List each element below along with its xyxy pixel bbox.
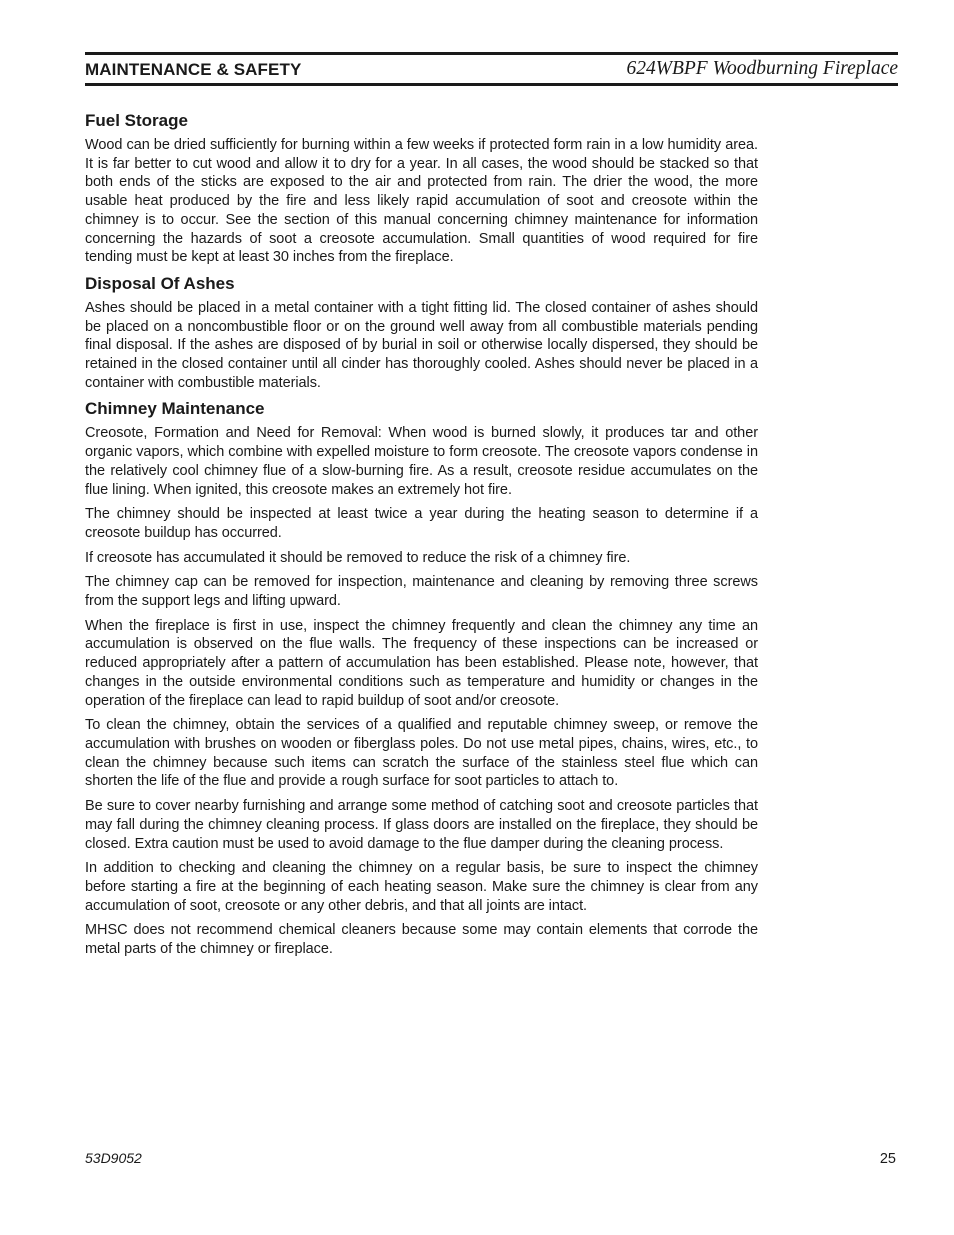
section-disposal-of-ashes [85, 273, 758, 393]
page-body [85, 110, 758, 965]
paragraph: When the fireplace is first in use, inspect the chimney frequently and clean the chimney any time an accumulation is observed on the flue walls. The frequency of these inspections can be increased or reduced appropriately after a pattern of accumulation has been established. Please note, however, that changes in the outside environmental conditions such as temperature and humidity or changes in the operation of the fireplace can lead to rapid buildup of soot and/or creosote. [85, 617, 758, 709]
page-header [85, 52, 898, 86]
paragraph: Ashes should be placed in a metal container with a tight fitting lid. The closed container of ashes should be placed on a noncombustible floor or on the ground well away from all combustible materials pending final disposal. If the ashes are disposed of by burial in soil or otherwise locally dispersed, they should be retained in the closed container until all cinder has thoroughly cooled. Ashes should never be placed in a container with combustible materials. [85, 299, 758, 391]
document-number: 53D9052 [85, 1150, 142, 1166]
section-heading: Chimney Maintenance [85, 399, 265, 419]
paragraph: MHSC does not recommend chemical cleaners because some may contain elements that corrode the metal parts of the chimney or fireplace. [85, 922, 758, 958]
page-number: 25 [879, 1151, 896, 1167]
section-fuel-storage [85, 110, 758, 267]
paragraph: The chimney cap can be removed for inspection, maintenance and cleaning by removing three screws from the support legs and lifting upward. [85, 574, 758, 610]
paragraph: The chimney should be inspected at least twice a year during the heating season to determine if a creosote buildup has occurred. [85, 506, 758, 541]
section-heading: Disposal Of Ashes [85, 273, 235, 293]
paragraph: If creosote has accumulated it should be removed to reduce the risk of a chimney fire. [85, 549, 631, 566]
section-title: MAINTENANCE & SAFETY [85, 60, 302, 79]
product-title: 624WBPF Woodburning Fireplace [626, 58, 898, 79]
paragraph: To clean the chimney, obtain the services of a qualified and reputable chimney sweep, or remove the accumulation with brushes on wooden or fiberglass poles. Do not use metal pipes, chains, wires, etc., to clean the chimney because such items can scratch the surface of the stainless steel flue which can shorten the life of the flue and provide a rough surface for soot particles to attach to. [85, 717, 758, 790]
paragraph: In addition to checking and cleaning the chimney on a regular basis, be sure to inspect the chimney before starting a fire at the beginning of each heating season. Make sure the chimney is clear from any accumulation of soot, creosote or any other debris, and that all joints are intact. [85, 860, 758, 914]
paragraph: Wood can be dried sufficiently for burning within a few weeks if protected form rain in a low humidity area. It is far better to cut wood and allow it to dry for a year. In all cases, the wood should be stacked so that both ends of the sticks are exposed to the air and protected from rain. The drier the wood, the more usable heat produced by the fire and less likely rapid accumulation of soot and creosote within the chimney is to occur. See the section of this manual concerning chimney maintenance for information concerning the hazards of soot a creosote accumulation. Small quantities of wood required for fire tending must be kept at least 30 inches from the fireplace. [85, 137, 758, 266]
section-heading: Fuel Storage [85, 111, 188, 130]
paragraph: Be sure to cover nearby furnishing and arrange some method of catching soot and creosote particles that may fall during the chimney cleaning process. If glass doors are installed on the fireplace, they should be closed. Extra caution must be used to avoid damage to the flue damper during the cleaning process. [85, 798, 758, 852]
section-chimney-maintenance [85, 398, 758, 958]
paragraph: Creosote, Formation and Need for Removal: When wood is burned slowly, it produces tar and other organic vapors, which combine with expelled moisture to form creosote. The creosote vapors condense in the relatively cool chimney flue of a slow-burning fire. As a result, creosote residue accumulates on the flue lining. When ignited, this creosote makes an extremely hot fire. [85, 425, 758, 498]
